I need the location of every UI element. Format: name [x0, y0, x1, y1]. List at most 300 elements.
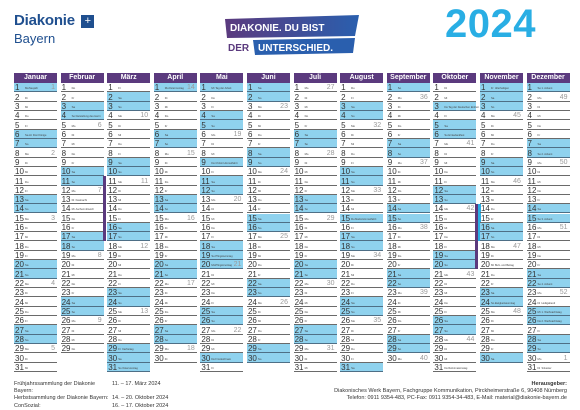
- day-number: 24: [341, 297, 351, 307]
- weekday-label: Mo: [537, 291, 542, 296]
- day-row: [433, 269, 476, 278]
- publisher-address: Diakonisches Werk Bayern, Fachgruppe Kommunikation, Pirckheimerstraße 6, 90408 Nürnberg: [334, 388, 567, 395]
- day-number: 3: [15, 101, 20, 111]
- day-row: [14, 232, 57, 241]
- weekday-label: Sa: [118, 291, 122, 296]
- day-row: [480, 148, 523, 157]
- weekday-label: Sa: [118, 226, 122, 231]
- event-row: [14, 381, 168, 395]
- day-row: [247, 223, 290, 232]
- day-number: 29: [294, 344, 304, 354]
- day-row: [387, 241, 430, 250]
- day-number: 4: [387, 111, 393, 121]
- day-number: 30: [480, 353, 490, 363]
- month-column: [340, 73, 383, 372]
- day-number: 14: [108, 204, 118, 214]
- day-number: 22: [434, 279, 444, 289]
- day-number: 23: [201, 288, 211, 298]
- week-number: 11: [140, 177, 149, 185]
- day-row: [433, 288, 476, 297]
- day-row: [433, 139, 476, 148]
- weekday-label: Mi: [490, 328, 494, 333]
- weekday-label: Di: [351, 328, 354, 333]
- day-number: 12: [15, 185, 24, 195]
- day-number: 3: [480, 101, 486, 111]
- day-number: 29: [201, 344, 211, 354]
- day-number: 14: [527, 204, 537, 214]
- weekday-label: Sa: [490, 95, 495, 100]
- holiday-label: Reformationstag: [448, 366, 468, 370]
- day-row: [200, 288, 243, 297]
- weekday-label: Sa: [490, 356, 495, 361]
- weekday-label: Fr: [257, 142, 261, 147]
- week-number: 21: [233, 261, 242, 269]
- month-header: April: [154, 73, 197, 83]
- day-row: [200, 167, 243, 176]
- day-number: 8: [434, 148, 439, 158]
- day-number: 11: [341, 176, 350, 186]
- weekday-label: Mo: [537, 356, 542, 361]
- day-row: [480, 251, 523, 260]
- day-row: [294, 353, 337, 362]
- day-number: 25: [387, 307, 397, 317]
- day-number: 20: [201, 260, 211, 270]
- weekday-label: Di: [257, 310, 261, 315]
- day-row: [340, 363, 383, 372]
- day-number: 9: [434, 157, 439, 167]
- day-row: [154, 353, 197, 362]
- day-number: 30: [387, 353, 397, 363]
- week-number: 25: [280, 233, 288, 241]
- day-row: [387, 297, 430, 306]
- day-row: [200, 120, 243, 129]
- weekday-label: Fr: [25, 123, 28, 128]
- day-row: [154, 204, 197, 213]
- day-number: 8: [108, 148, 113, 158]
- day-row: [387, 325, 430, 334]
- day-row: [480, 269, 523, 278]
- weekday-label: Mo: [25, 347, 29, 352]
- weekday-label: Fr: [490, 86, 494, 91]
- day-number: 9: [154, 157, 160, 167]
- day-number: 28: [15, 335, 24, 344]
- weekday-label: Mo: [25, 282, 29, 287]
- day-number: 20: [61, 260, 71, 270]
- day-row: [107, 120, 150, 129]
- day-number: 29: [108, 344, 118, 354]
- day-row: [340, 297, 383, 306]
- day-number: 28: [61, 335, 71, 344]
- weekday-label: So: [537, 216, 541, 221]
- weekday-label: Di: [211, 207, 215, 212]
- day-row: [294, 325, 337, 334]
- week-number: 32: [373, 121, 382, 129]
- day-row: [387, 232, 430, 241]
- weekday-label: Di: [164, 226, 168, 231]
- day-row: [387, 204, 430, 213]
- day-number: 28: [480, 335, 490, 344]
- day-number: 18: [61, 241, 71, 251]
- weekday-label: Sa: [71, 300, 76, 305]
- day-number: 16: [61, 223, 71, 233]
- weekday-label: Fr: [351, 356, 354, 361]
- day-number: 1: [294, 83, 300, 93]
- day-number: 2: [154, 92, 160, 102]
- weekday-label: Mi: [211, 151, 215, 156]
- day-number: 10: [480, 167, 490, 177]
- month-column: [61, 73, 104, 372]
- day-number: 7: [201, 139, 206, 149]
- weekday-label: So: [397, 282, 402, 287]
- event-date: 14. – 20. Oktober 2024: [112, 395, 169, 402]
- weekday-label: Fr: [397, 328, 401, 333]
- day-number: 30: [247, 353, 257, 363]
- day-number: 30: [294, 353, 304, 363]
- day-number: 4: [247, 111, 253, 121]
- day-row: [527, 335, 570, 344]
- weekday-label: Sa: [211, 244, 215, 249]
- month-days: [14, 83, 57, 372]
- day-number: 8: [201, 148, 206, 158]
- week-number: 34: [373, 252, 382, 260]
- weekday-label: So: [25, 272, 29, 277]
- week-number: 1: [563, 354, 568, 362]
- day-number: 24: [527, 297, 537, 307]
- day-row: [433, 232, 476, 241]
- weekday-label: Di: [537, 235, 541, 240]
- day-number: 23: [387, 288, 397, 298]
- day-row: [294, 344, 337, 353]
- weekday-label: Mo: [257, 300, 262, 305]
- event-label: ConSozial:: [14, 402, 41, 409]
- weekday-label: Di: [25, 226, 28, 231]
- weekday-label: Sa: [211, 310, 215, 315]
- weekday-label: Fr: [211, 365, 215, 370]
- weekday-label: Fr: [118, 347, 121, 352]
- weekday-label: Mi: [25, 365, 28, 370]
- weekday-label: So: [71, 244, 76, 249]
- day-number: 9: [341, 157, 346, 167]
- day-number: 3: [201, 101, 206, 111]
- weekday-label: Mi: [71, 272, 75, 277]
- week-number: 22: [233, 326, 242, 334]
- day-number: 27: [480, 325, 490, 335]
- day-number: 5: [527, 120, 532, 130]
- weekday-label: So: [304, 272, 308, 277]
- weekday-label: So: [25, 338, 29, 342]
- day-row: [14, 139, 57, 148]
- weekday-label: Mi: [118, 263, 122, 268]
- holiday-label: Christi Himmelfahrt: [215, 161, 238, 165]
- event-row: [14, 395, 168, 402]
- day-number: 8: [480, 148, 486, 158]
- weekday-label: Do: [397, 123, 402, 128]
- day-number: 2: [294, 92, 300, 102]
- weekday-label: So: [490, 300, 495, 305]
- day-number: 9: [247, 157, 253, 167]
- week-number: 48: [513, 308, 521, 316]
- day-number: 27: [294, 325, 304, 335]
- day-number: 3: [434, 101, 439, 111]
- day-number: 9: [480, 157, 486, 167]
- weekday-label: Di: [444, 151, 447, 156]
- day-number: 25: [15, 307, 24, 317]
- holiday-label: 4. Advent: [541, 283, 553, 287]
- day-row: [247, 260, 290, 269]
- weekday-label: Fr: [351, 291, 354, 296]
- weekday-label: Do: [351, 347, 355, 352]
- day-row: [340, 139, 383, 148]
- day-row: [527, 83, 570, 92]
- weekday-label: So: [118, 300, 122, 305]
- weekday-label: Di: [304, 95, 308, 100]
- week-number: 19: [233, 130, 242, 138]
- weekday-label: Fr: [444, 114, 447, 119]
- weekday-label: Sa: [351, 104, 355, 109]
- day-number: 30: [341, 353, 351, 363]
- week-number: 27: [326, 84, 335, 92]
- day-number: 15: [61, 213, 71, 223]
- day-number: 14: [15, 204, 24, 214]
- day-number: 17: [294, 232, 304, 242]
- day-row: [154, 335, 197, 344]
- day-row: [200, 344, 243, 353]
- day-number: 25: [341, 307, 351, 317]
- day-number: 12: [527, 185, 537, 195]
- day-number: 26: [527, 316, 537, 326]
- day-number: 21: [61, 269, 71, 279]
- day-number: 29: [61, 344, 71, 354]
- day-number: 14: [434, 204, 444, 214]
- weekday-label: Do: [71, 347, 76, 352]
- day-number: 28: [527, 335, 537, 344]
- weekday-label: Sa: [71, 170, 76, 175]
- day-number: 10: [61, 167, 71, 177]
- day-number: 31: [108, 362, 118, 372]
- day-row: [61, 241, 104, 250]
- day-row: [247, 241, 290, 250]
- day-row: [480, 288, 523, 297]
- weekday-label: So: [118, 170, 122, 175]
- weekday-label: Mi: [118, 328, 122, 333]
- weekday-label: Fr: [490, 216, 494, 221]
- day-row: [247, 288, 290, 297]
- weekday-label: Mo: [444, 272, 449, 277]
- weekday-label: Do: [537, 123, 542, 128]
- month-header: Mai: [200, 73, 243, 83]
- weekday-label: So: [397, 216, 402, 221]
- day-number: 28: [434, 335, 444, 344]
- weekday-label: Di: [444, 86, 447, 91]
- week-number: 47: [513, 242, 521, 250]
- day-number: 13: [201, 195, 211, 205]
- day-row: [527, 130, 570, 139]
- day-row: [107, 195, 150, 204]
- day-row: [480, 139, 523, 148]
- day-row: [154, 325, 197, 334]
- month-header: Februar: [61, 73, 104, 83]
- day-number: 15: [201, 213, 211, 223]
- day-number: 13: [61, 195, 71, 205]
- weekday-label: So: [71, 114, 76, 119]
- day-number: 22: [201, 279, 211, 289]
- day-row: [247, 130, 290, 139]
- week-number: 45: [513, 112, 521, 120]
- day-row: [527, 344, 570, 353]
- day-number: 21: [154, 269, 164, 279]
- day-row: [61, 102, 104, 111]
- day-row: [107, 214, 150, 223]
- weekday-label: Mi: [71, 338, 75, 342]
- day-row: [247, 297, 290, 306]
- weekday-label: Mi: [211, 282, 215, 287]
- day-number: 14: [201, 204, 211, 214]
- day-number: 19: [480, 251, 490, 261]
- week-number: 40: [419, 354, 428, 362]
- day-number: 16: [154, 223, 164, 233]
- day-number: 11: [294, 176, 303, 186]
- weekday-label: Mo: [490, 179, 495, 184]
- day-row: [340, 335, 383, 344]
- weekday-label: Sa: [397, 207, 402, 212]
- day-number: 10: [247, 167, 257, 177]
- day-row: [294, 120, 337, 129]
- day-row: [247, 186, 290, 195]
- day-row: [294, 214, 337, 223]
- day-row: [480, 316, 523, 325]
- day-row: [527, 241, 570, 250]
- day-number: 31: [527, 362, 537, 372]
- day-number: 7: [480, 139, 486, 149]
- day-row: [247, 344, 290, 353]
- day-row: [247, 353, 290, 362]
- weekday-label: Mi: [71, 142, 75, 147]
- day-number: 30: [434, 353, 444, 363]
- weekday-label: So: [25, 207, 29, 212]
- day-number: 23: [341, 288, 351, 298]
- weekday-label: Di: [25, 356, 28, 361]
- week-number: 6: [97, 121, 102, 129]
- day-number: 7: [108, 139, 113, 149]
- day-number: 6: [480, 129, 486, 139]
- weekday-label: Sa: [537, 207, 541, 212]
- day-row: [387, 186, 430, 195]
- weekday-label: Do: [25, 244, 29, 249]
- day-row: [14, 297, 57, 306]
- day-number: 19: [387, 251, 397, 261]
- day-row: [200, 241, 243, 250]
- week-number: 13: [140, 308, 149, 316]
- day-number: 31: [294, 362, 304, 372]
- day-number: 24: [294, 297, 304, 307]
- day-number: 21: [527, 269, 537, 279]
- weekday-label: Do: [444, 235, 448, 240]
- weekday-label: Sa: [118, 356, 122, 361]
- day-number: 8: [15, 148, 20, 158]
- day-number: 7: [61, 139, 67, 149]
- holiday-label: Tag der Arbeit: [215, 87, 232, 91]
- week-number: 2: [51, 149, 55, 157]
- logo: [14, 12, 94, 46]
- day-number: 19: [154, 251, 164, 261]
- weekday-label: Mo: [351, 319, 356, 324]
- weekday-label: Do: [490, 272, 495, 277]
- day-number: 13: [15, 195, 24, 205]
- day-row: [14, 83, 57, 92]
- day-row: [107, 167, 150, 176]
- weekday-label: Sa: [304, 263, 308, 268]
- day-number: 20: [434, 260, 444, 270]
- day-row: [14, 214, 57, 223]
- day-row: [527, 92, 570, 101]
- day-number: 11: [154, 176, 164, 186]
- weekday-label: Sa: [257, 282, 262, 287]
- weekday-label: Di: [537, 104, 541, 109]
- weekday-label: Fr: [351, 160, 354, 165]
- day-number: 11: [480, 176, 490, 186]
- day-row: [61, 111, 104, 120]
- day-row: [527, 269, 570, 278]
- day-row: [340, 288, 383, 297]
- day-number: 14: [247, 204, 257, 214]
- day-row: [340, 223, 383, 232]
- logo-cross-icon: +: [81, 15, 94, 28]
- day-row: [527, 223, 570, 232]
- day-number: 24: [201, 297, 211, 307]
- weekday-label: Mo: [164, 347, 169, 352]
- weekday-label: Mi: [351, 272, 355, 277]
- day-number: 27: [61, 325, 71, 335]
- day-row: [200, 204, 243, 213]
- day-number: 5: [15, 120, 20, 130]
- day-number: 24: [480, 297, 490, 307]
- weekday-label: Fr: [25, 319, 28, 324]
- weekday-label: Do: [444, 104, 448, 109]
- day-row: [433, 92, 476, 101]
- day-number: 7: [434, 139, 439, 149]
- day-number: 28: [294, 335, 304, 344]
- day-number: 19: [341, 251, 351, 261]
- weekday-label: Di: [211, 338, 215, 342]
- day-number: 26: [61, 316, 71, 326]
- day-row: [527, 260, 570, 269]
- weekday-label: Sa: [211, 179, 215, 184]
- year-title: 2024: [445, 2, 536, 46]
- day-number: 18: [247, 241, 257, 251]
- weekday-label: Di: [490, 254, 494, 259]
- weekday-label: Mo: [164, 151, 169, 156]
- weekday-label: So: [257, 226, 262, 231]
- weekday-label: Do: [397, 254, 402, 259]
- day-number: 11: [434, 176, 443, 186]
- day-number: 30: [154, 353, 164, 363]
- weekday-label: Mi: [25, 300, 28, 305]
- day-row: [387, 195, 430, 204]
- day-number: 19: [294, 251, 304, 261]
- day-row: [107, 241, 150, 250]
- day-row: [480, 176, 523, 185]
- day-row: [154, 120, 197, 129]
- day-number: 26: [15, 316, 24, 326]
- day-row: [107, 297, 150, 306]
- weekday-label: Mo: [537, 226, 542, 231]
- weekday-label: Fr: [397, 198, 401, 203]
- weekday-label: Do: [490, 142, 495, 147]
- week-number: 43: [466, 270, 475, 278]
- vacation-bar: [103, 176, 106, 241]
- day-row: [433, 101, 479, 111]
- day-row: [154, 307, 197, 316]
